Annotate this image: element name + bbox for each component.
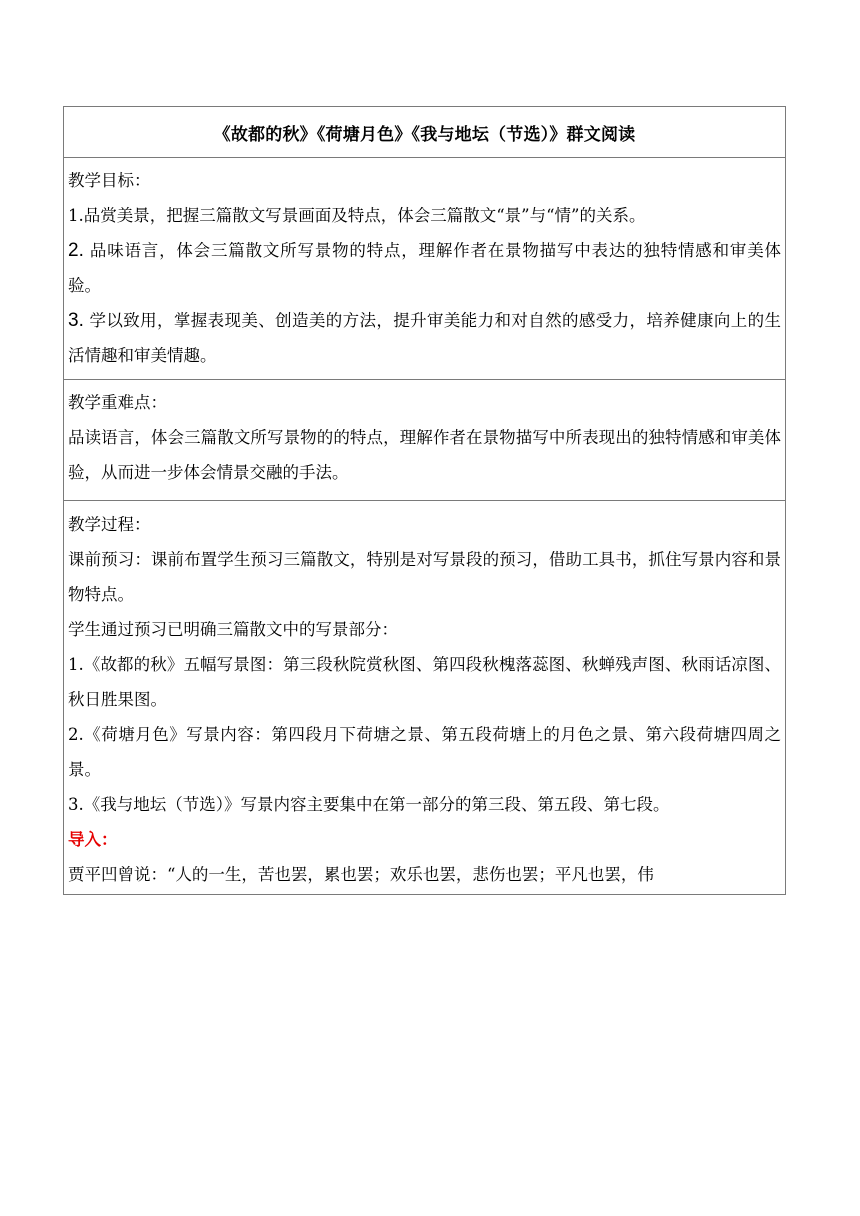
preview-paragraph: 课前预习：课前布置学生预习三篇散文，特别是对写景段的预习，借助工具书，抓住写景内容和景物特点。 (68, 550, 781, 604)
key-points-cell (64, 380, 786, 501)
preview-summary-line: 学生通过预习已明确三篇散文中的写景部分： (68, 620, 398, 639)
goal-item-2-number: 2. (68, 240, 84, 261)
goals-heading: 教学目标： (68, 171, 151, 190)
process-row (64, 501, 786, 895)
scene-list-item-3: 3.《我与地坛（节选）》写景内容主要集中在第一部分的第三段、第五段、第七段。 (68, 795, 670, 814)
document-title: 《故都的秋》《荷塘月色》《我与地坛（节选）》群文阅读 (64, 107, 786, 158)
title-row (64, 107, 786, 158)
key-points-text: 品读语言，体会三篇散文所写景物的的特点，理解作者在景物描写中所表现出的独特情感和审美体验，从而进一步体会情景交融的手法。 (68, 428, 781, 482)
scene-list-item-2: 2.《荷塘月色》写景内容：第四段月下荷塘之景、第五段荷塘上的月色之景、第六段荷塘四周之景。 (68, 725, 781, 779)
scene-list-item-1: 1.《故都的秋》五幅写景图：第三段秋院赏秋图、第四段秋槐落蕊图、秋蝉残声图、秋雨话凉图、秋日胜果图。 (68, 655, 781, 709)
goal-item-3 (68, 303, 781, 373)
goal-item-2-text: 品味语言，体会三篇散文所写景物的特点，理解作者在景物描写中表达的独特情感和审美体验。 (68, 241, 781, 295)
lead-in-text: 贾平凹曾说：“人的一生，苦也罢，累也罢；欢乐也罢，悲伤也罢；平凡也罢，伟 (68, 865, 654, 884)
goal-item-1: 1.品赏美景，把握三篇散文写景画面及特点，体会三篇散文“景”与“情”的关系。 (68, 206, 646, 225)
lesson-plan-table (63, 106, 786, 895)
goal-item-2 (68, 233, 781, 303)
goal-item-3-number: 3. (68, 310, 84, 331)
teaching-process-cell (64, 501, 786, 895)
lead-in-label: 导入： (68, 830, 118, 849)
goals-row (64, 158, 786, 380)
key-points-row (64, 380, 786, 501)
teaching-goals-cell (64, 158, 786, 380)
key-points-heading: 教学重难点： (68, 393, 167, 412)
goal-item-3-text: 学以致用，掌握表现美、创造美的方法，提升审美能力和对自然的感受力，培养健康向上的生活情趣和审美情趣。 (68, 311, 781, 365)
process-heading: 教学过程： (68, 515, 151, 534)
